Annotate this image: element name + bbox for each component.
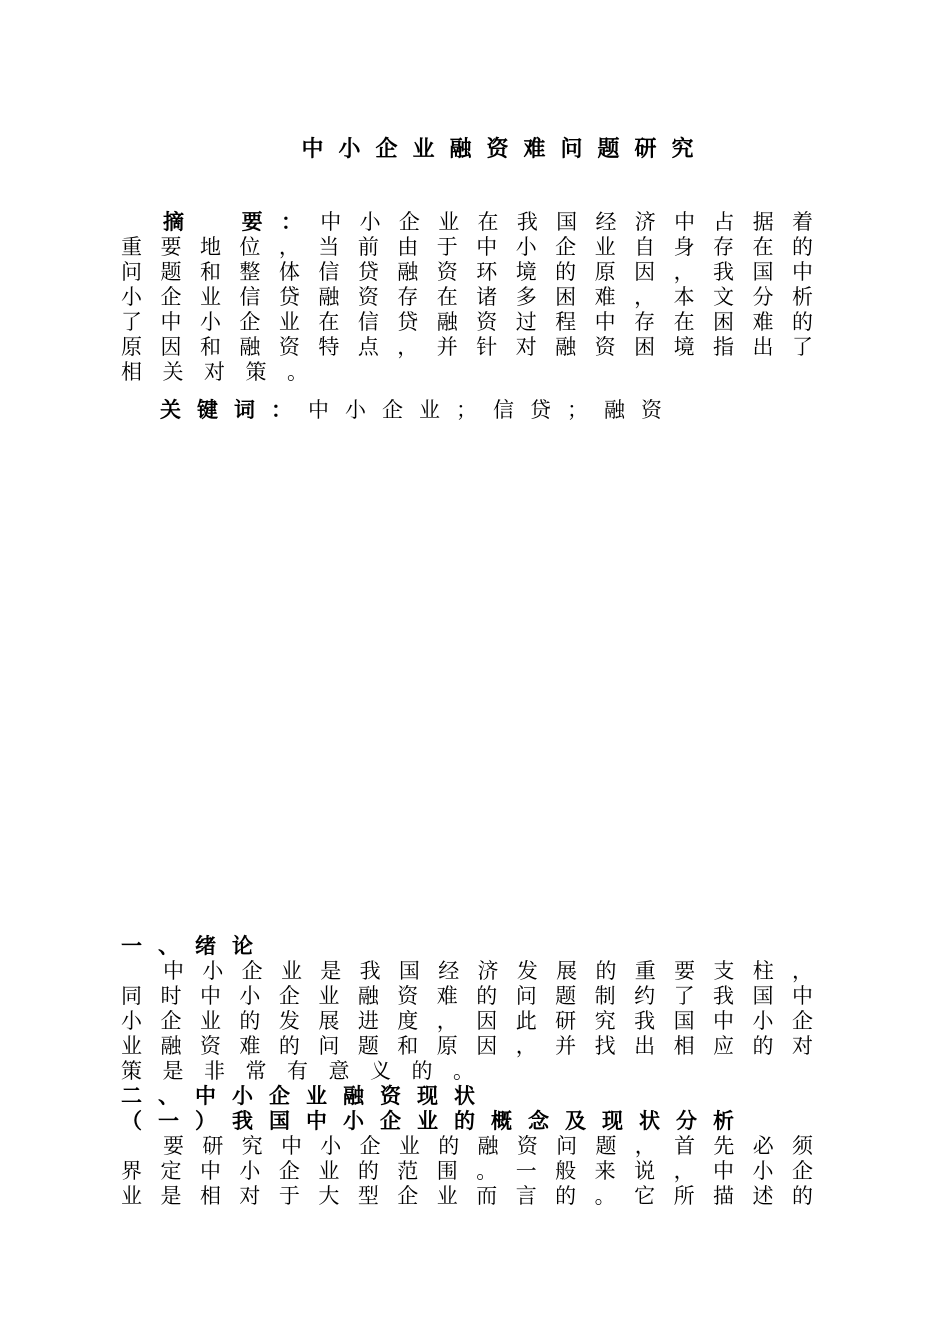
abstract-line: 原 因 和 融 资 特 点 ， 并 针 对 融 资 困 境 指 出 了	[121, 335, 813, 359]
abstract-line: 了 中 小 企 业 在 信 贷 融 资 过 程 中 存 在 困 难 的	[121, 310, 813, 334]
abstract-last-line: 相关对策。	[121, 360, 329, 384]
paragraph-line: 业 融 资 难 的 问 题 和 原 因 ， 并 找 出 相 应 的 对	[121, 1034, 813, 1058]
abstract-line: 小 企 业 信 贷 融 资 存 在 诸 多 困 难 ， 本 文 分 析	[121, 285, 813, 309]
body-section	[121, 934, 813, 1209]
section2-subheading: （一）我国中小企业的概念及现状分析	[121, 1109, 750, 1133]
paragraph-line: 业 是 相 对 于 大 型 企 业 而 言 的 。 它 所 描 述 的	[121, 1184, 813, 1208]
paragraph-line: 要 研 究 中 小 企 业 的 融 资 问 题 ， 首 先 必 须	[163, 1134, 813, 1158]
keywords-text: 中小企业；信贷；融资	[308, 398, 678, 422]
abstract-line: 重 要 地 位 ， 当 前 由 于 中 小 企 业 自 身 存 在 的	[121, 235, 813, 259]
paragraph-line: 界 定 中 小 企 业 的 范 围 。 一 般 来 说 ， 中 小 企	[121, 1159, 813, 1183]
abstract-line: 问 题 和 整 体 信 贷 融 资 环 境 的 原 因 ， 我 国 中	[121, 260, 813, 284]
section2-heading: 二、中小企业融资现状	[121, 1084, 491, 1108]
paragraph-line: 同 时 中 小 企 业 融 资 难 的 问 题 制 约 了 我 国 中	[121, 984, 813, 1008]
paragraph-line: 小 企 业 的 发 展 进 度 ， 因 此 研 究 我 国 中 小 企	[121, 1009, 813, 1033]
paragraph-last-line: 策是非常有意义的。	[121, 1059, 495, 1083]
paragraph-line: 中 小 企 业 是 我 国 经 济 发 展 的 重 要 支 柱 ，	[163, 959, 813, 983]
abstract-block	[121, 210, 813, 385]
abstract-line: 摘 要 ： 中 小 企 业 在 我 国 经 济 中 占 据 着	[163, 210, 813, 234]
keywords-line	[160, 398, 678, 423]
document-title: 中小企业融资难问题研究	[301, 137, 709, 162]
section1-heading: 一、绪论	[121, 934, 269, 958]
keywords-label: 关键词：	[160, 398, 308, 422]
